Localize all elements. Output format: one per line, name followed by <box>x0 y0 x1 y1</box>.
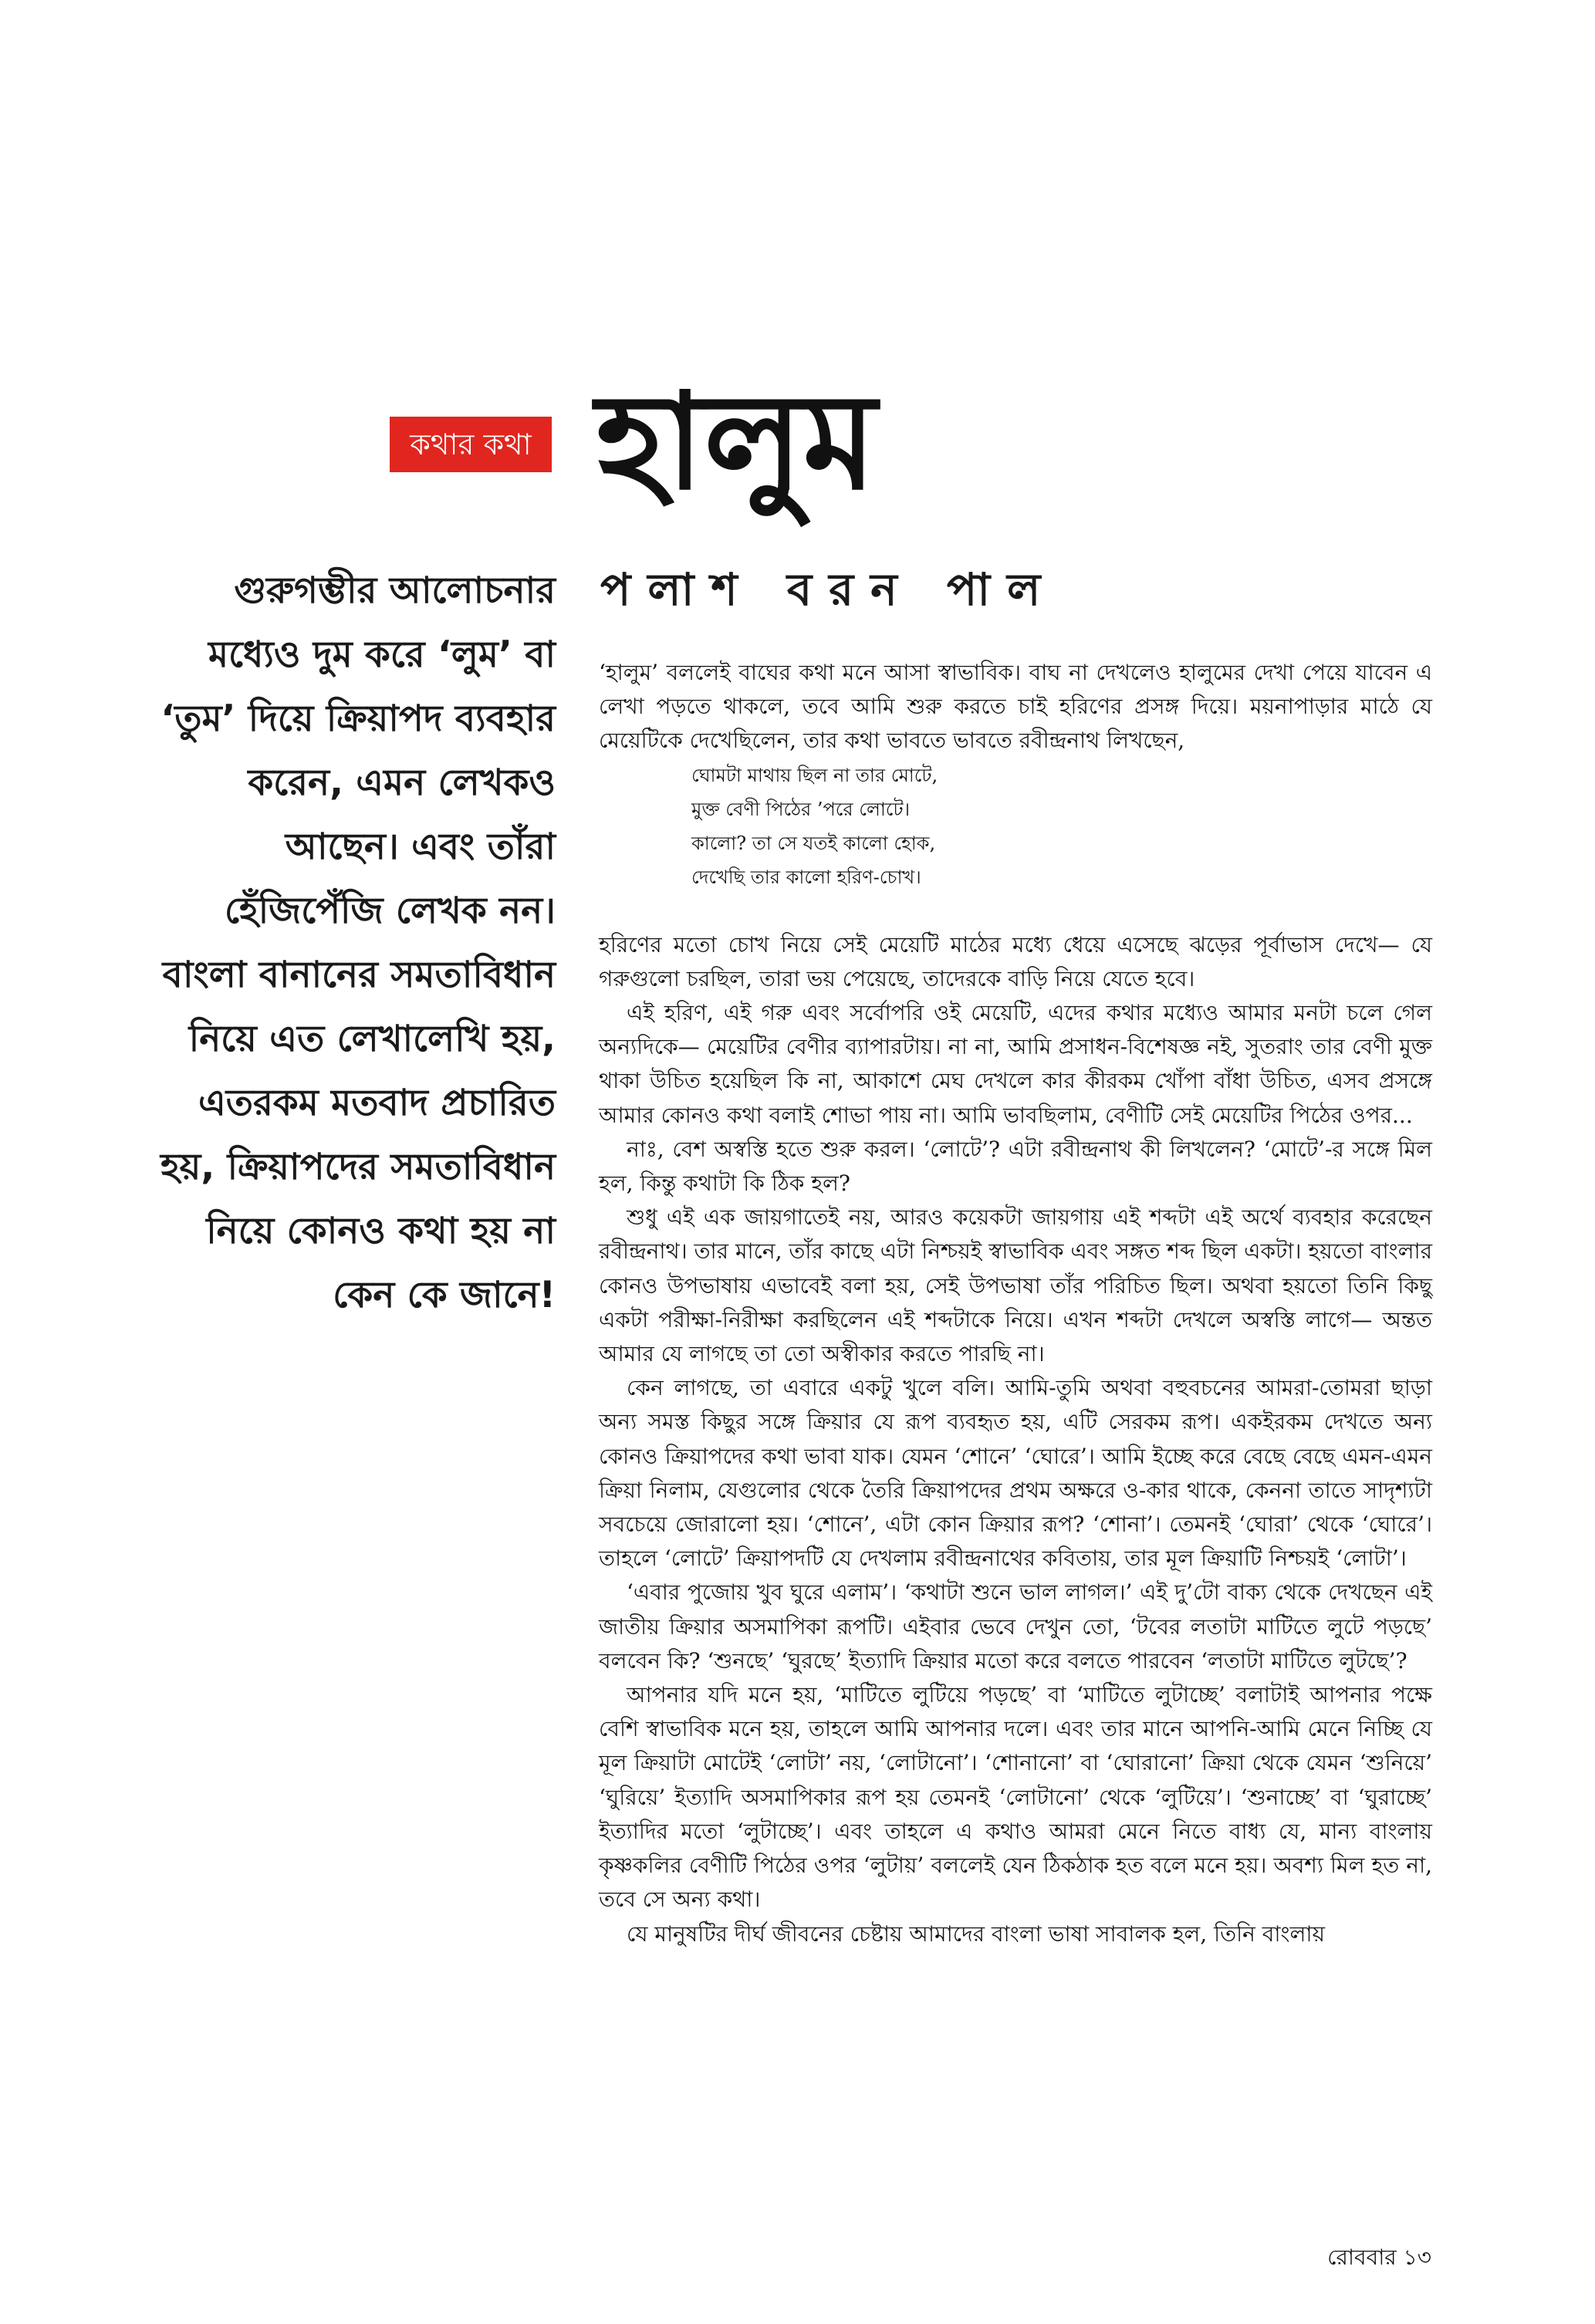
body-paragraph: যে মানুষটির দীর্ঘ জীবনের চেষ্টায় আমাদের বাংলা ভাষা সাবালক হল, তিনি বাংলায় <box>627 1920 1325 1947</box>
body-paragraph: ‘এবার পুজোয় খুব ঘুরে এলাম’। ‘কথাটা শুনে ভাল লাগল।’ এই দু’টো বাক্য থেকে দেখছেন এই জাতীয় ক্রিয়ার অসমাপিকা রূপটি। এইবার ভেবে দেখুন তো, ‘টবের লতাটা মাটিতে লুটে পড়ছে’ বলবেন কি? ‘শুনছে’ ‘ঘুরছে’ ইত্যাদি ক্রিয়ার মতো করে বলতে পারবেন ‘লতাটা মাটিতে লুটছে’? <box>599 1579 1432 1674</box>
intro-paragraph: ‘হালুম’ বললেই বাঘের কথা মনে আসা স্বাভাবিক। বাঘ না দেখলেও হালুমের দেখা পেয়ে যাবেন এ লেখা পড়তে থাকলে, তবে আমি শুরু করতে চাই হরিণের প্রসঙ্গ দিয়ে। ময়নাপাড়ার মাঠে যে মেয়েটিকে দেখেছিলেন, তার কথা ভাবতে ভাবতে রবীন্দ্রনাথ লিখছেন, <box>599 660 1432 754</box>
body-paragraph: হরিণের মতো চোখ নিয়ে সেই মেয়েটি মাঠের মধ্যে ধেয়ে এসেছে ঝড়ের পূর্বাভাস দেখে— যে গরুগুলো চরছিল, তারা ভয় পেয়েছে, তাদেরকে বাড়ি নিয়ে যেতে হবে। <box>599 931 1432 991</box>
body-paragraph: নাঃ, বেশ অস্বস্তি হতে শুরু করল। ‘লোটে’? এটা রবীন্দ্রনাথ কী লিখলেন? ‘মোটে’-র সঙ্গে মিল হল, কিন্তু কথাটা কি ঠিক হল? <box>599 1136 1432 1197</box>
pull-quote: গুরুগম্ভীর আলোচনার মধ্যেও দুম করে ‘লুম’ বা ‘তুম’ দিয়ে ক্রিয়াপদ ব্যবহার করেন, এমন লেখকও আছেন। এবং তাঁরা হেঁজিপেঁজি লেখক নন। বাংলা বানানের সমতাবিধান নিয়ে এত লেখালেখি হয়, এতরকম মতবাদ প্রচারিত হয়, ক্রিয়াপদের সমতাবিধান নিয়ে কোনও কথা হয় না কেন কে জানে! <box>160 569 556 1316</box>
body-paragraph: এই হরিণ, এই গরু এবং সর্বোপরি ওই মেয়েটি, এদের কথার মধ্যেও আমার মনটা চলে গেল অন্যদিকে— মেয়েটির বেণীর ব্যাপারটায়। না না, আমি প্রসাধন-বিশেষজ্ঞ নই, সুতরাং তার বেণী মুক্ত থাকা উচিত হয়েছিল কি না, আকাশে মেঘ দেখলে কার কীরকম খোঁপা বাঁধা উচিত, এসব প্রসঙ্গে আমার কোনও কথা বলাই শোভা পায় না। আমি ভাবছিলাম, বেণীটি সেই মেয়েটির পিঠের ওপর... <box>599 1000 1432 1128</box>
article-body <box>599 656 1432 1951</box>
poem-line: মুক্ত বেণী পিঠের ’পরে লোটে। <box>691 798 911 820</box>
body-paragraph: আপনার যদি মনে হয়, ‘মাটিতে লুটিয়ে পড়ছে’ বা ‘মাটিতে লুটাচ্ছে’ বলাটাই আপনার পক্ষে বেশি স্বাভাবিক মনে হয়, তাহলে আমি আপনার দলে। এবং তার মানে আপনি-আমি মেনে নিচ্ছি যে মূল ক্রিয়াটা মোটেই ‘লোটা’ নয়, ‘লোটানো’। ‘শোনানো’ বা ‘ঘোরানো’ ক্রিয়া থেকে যেমন ‘শুনিয়ে’ ‘ঘুরিয়ে’ ইত্যাদি অসমাপিকার রূপ হয় তেমনই ‘লোটানো’ থেকে ‘লুটিয়ে’। ‘শুনাচ্ছে’ বা ‘ঘুরাচ্ছে’ ইত্যাদির মতো ‘লুটাচ্ছে’। এবং তাহলে এ কথাও আমরা মেনে নিতে বাধ্য যে, মান্য বাংলায় কৃষ্ণকলির বেণীটি পিঠের ওপর ‘লুটায়’ বললেই যেন ঠিকঠাক হত বলে মনে হয়। অবশ্য মিল হত না, তবে সে অন্য কথা। <box>599 1682 1432 1913</box>
poem-quote <box>691 758 1432 894</box>
body-paragraph: কেন লাগছে, তা এবারে একটু খুলে বলি। আমি-তুমি অথবা বহুবচনের আমরা-তোমরা ছাড়া অন্য সমস্ত কিছুর সঙ্গে ক্রিয়ার যে রূপ ব্যবহৃত হয়, এটি সেরকম রূপ। একইরকম দেখতে অন্য কোনও ক্রিয়াপদের কথা ভাবা যাক। যেমন ‘শোনে’ ‘ঘোরে’। আমি ইচ্ছে করে বেছে বেছে এমন-এমন ক্রিয়া নিলাম, যেগুলোর থেকে তৈরি ক্রিয়াপদের প্রথম অক্ষরে ও-কার থাকে, কেননা তাতে সাদৃশ্যটা সবচেয়ে জোরালো হয়। ‘শোনে’, এটা কোন ক্রিয়ার রূপ? ‘শোনা’। তেমনই ‘ঘোরা’ থেকে ‘ঘোরে’। তাহলে ‘লোটে’ ক্রিয়াপদটি যে দেখলাম রবীন্দ্রনাথের কবিতায়, তার মূল ক্রিয়াটি নিশ্চয়ই ‘লোটা’। <box>599 1375 1432 1572</box>
poem-line: ঘোমটা মাথায় ছিল না তার মোটে, <box>691 764 938 786</box>
page-folio: রোববার ১৩ <box>1327 2245 1431 2270</box>
article-title: হালুম <box>596 364 877 519</box>
poem-line: দেখেছি তার কালো হরিণ-চোখ। <box>691 866 921 888</box>
body-paragraph: শুধু এই এক জায়গাতেই নয়, আরও কয়েকটা জায়গায় এই শব্দটা এই অর্থে ব্যবহার করেছেন রবীন্দ্রনাথ। তার মানে, তাঁর কাছে এটা নিশ্চয়ই স্বাভাবিক এবং সঙ্গত শব্দ ছিল একটা। হয়তো বাংলার কোনও উপভাষায় এভাবেই বলা হয়, সেই উপভাষা তাঁর পরিচিত ছিল। অথবা হয়তো তিনি কিছু একটা পরীক্ষা-নিরীক্ষা করছিলেন এই শব্দটাকে নিয়ে। এখন শব্দটা দেখলে অস্বস্তি লাগে— অন্তত আমার যে লাগছে তা তো অস্বীকার করতে পারছি না। <box>599 1204 1432 1367</box>
section-tag: কথার কথা <box>390 417 552 472</box>
poem-line: কালো? তা সে যতই কালো হোক, <box>691 832 936 854</box>
author-byline: পলাশ বরন পাল <box>600 563 1058 616</box>
